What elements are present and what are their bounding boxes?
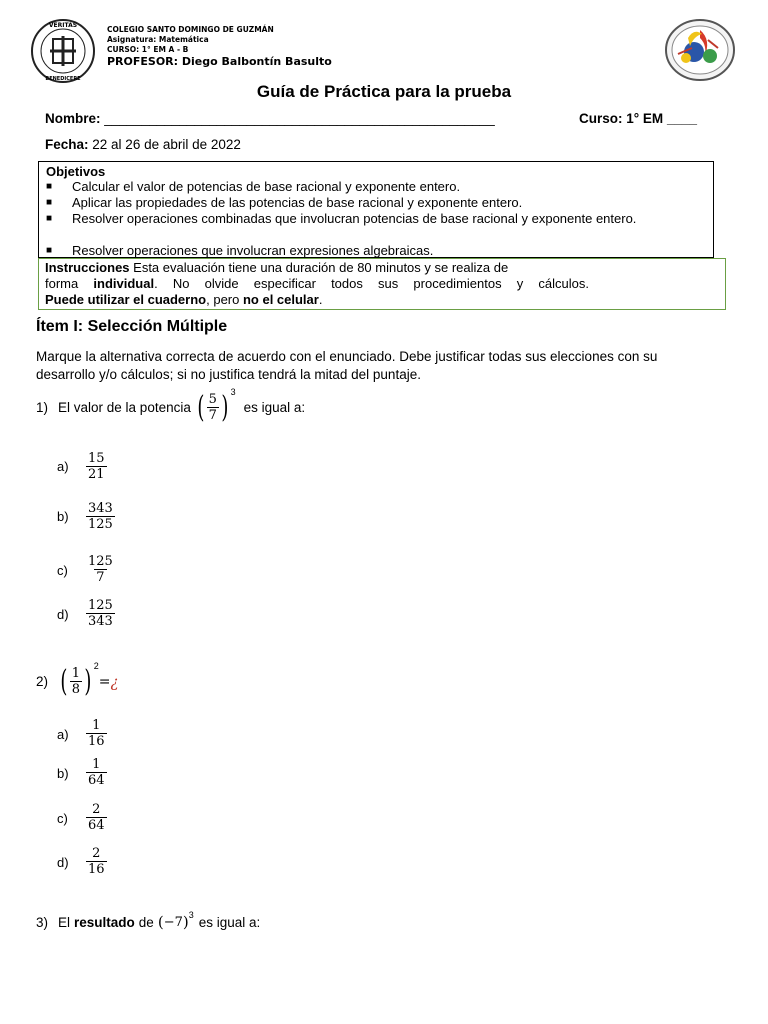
- emblem-logo: [664, 18, 736, 82]
- option-label[interactable]: a): [57, 459, 69, 474]
- teacher-line: [107, 55, 332, 68]
- option-fraction[interactable]: $\frac{1}{16}$: [88, 718, 105, 749]
- name-row: [45, 111, 495, 126]
- paren-close: ): [221, 389, 229, 425]
- date-value: 22 al 26 de abril de 2022: [92, 137, 241, 152]
- question-text: El valor de la potencia: [58, 400, 191, 415]
- instructions-line-1: Instrucciones Esta evaluación tiene una duración de 80 minutos y se realiza de: [45, 260, 509, 275]
- paren-open: (: [197, 389, 205, 425]
- square-bullet-icon: ■: [46, 245, 53, 256]
- svg-text:BENEDICERE: BENEDICERE: [45, 76, 81, 82]
- base-fraction: $\frac{5}{7}$: [208, 392, 217, 423]
- course-label: Curso: 1° EM: [579, 111, 664, 126]
- option-label[interactable]: b): [57, 509, 69, 524]
- teacher-name: Diego Balbontín Basulto: [181, 55, 332, 68]
- exponent: 3: [188, 910, 194, 920]
- question-number: 2): [36, 674, 49, 689]
- option-fraction[interactable]: $\frac{1}{64}$: [88, 757, 105, 788]
- subject: Asignatura: Matemática: [107, 35, 209, 44]
- option-label[interactable]: b): [57, 766, 69, 781]
- paren-close: ): [84, 663, 92, 699]
- question-number: 3): [36, 914, 49, 930]
- instructions-label: Instrucciones: [45, 260, 130, 275]
- paren-open: (: [157, 913, 164, 931]
- option-fraction[interactable]: $\frac{2}{16}$: [88, 846, 105, 877]
- paren-open: (: [60, 663, 68, 699]
- question-3: 3) El resultado de ( −7 ) 3 es igual a:: [36, 910, 261, 931]
- school-crest-logo: [30, 18, 96, 84]
- objective-item: ■ Resolver operaciones que involucran expresiones algebraicas.: [46, 243, 434, 258]
- equals-sign: =: [98, 673, 111, 690]
- svg-text:VERITAS: VERITAS: [48, 22, 78, 29]
- paren-close: ): [182, 913, 189, 931]
- course-header: CURSO: 1° EM A - B: [107, 45, 189, 54]
- intro-paragraph: Marque la alternativa correcta de acuerdo con el enunciado. Debe justificar todas sus elecciones con su desarrollo y/o cálculos; si no justifica tendrá la mitad del puntaje.: [36, 349, 658, 382]
- objective-item: ■ Aplicar las propiedades de las potencias de base racional y exponente entero.: [46, 195, 523, 210]
- base-fraction: $\frac{1}{8}$: [71, 666, 81, 697]
- question-text-post: es igual a:: [243, 400, 306, 415]
- question-1: [36, 386, 306, 425]
- section-title: Ítem I: Selección Múltiple: [36, 318, 228, 335]
- option-fraction[interactable]: $\frac{125}{343}$: [88, 598, 113, 629]
- objective-item: ■ Calcular el valor de potencias de base racional y exponente entero.: [46, 179, 461, 194]
- date-row: [45, 137, 241, 152]
- option-fraction[interactable]: $\frac{15}{21}$: [88, 451, 105, 482]
- name-blank: ____________________________________________________: [104, 111, 495, 126]
- option-fraction[interactable]: $\frac{343}{125}$: [88, 501, 113, 532]
- option-fraction[interactable]: $\frac{2}{64}$: [88, 802, 105, 833]
- objectives-title: Objetivos: [46, 164, 106, 179]
- instructions-line-2: forma individual. No olvide especificar todos sus procedimientos y cálculos.: [45, 276, 590, 291]
- page-title: Guía de Práctica para la prueba: [256, 82, 512, 101]
- option-label[interactable]: d): [57, 607, 69, 622]
- option-label[interactable]: a): [57, 727, 69, 742]
- option-label[interactable]: c): [57, 811, 68, 826]
- square-bullet-icon: ■: [46, 197, 53, 208]
- option-fraction[interactable]: $\frac{125}{7}$: [88, 554, 113, 585]
- option-label[interactable]: d): [57, 855, 69, 870]
- instructions-line-3: Puede utilizar el cuaderno, pero no el celular.: [45, 292, 323, 307]
- objective-item: ■ Resolver operaciones combinadas que involucran potencias de base racional y exponente entero.: [46, 211, 637, 226]
- course-row: [579, 111, 697, 126]
- square-bullet-icon: ■: [46, 181, 53, 192]
- question-number: 1): [36, 400, 49, 415]
- question-mark-symbol: ¿: [110, 672, 119, 691]
- name-label: Nombre:: [45, 111, 101, 126]
- question-2: [36, 660, 119, 699]
- teacher-label: PROFESOR:: [107, 55, 179, 68]
- exponent: 2: [93, 660, 99, 671]
- exponent: 3: [230, 386, 236, 397]
- course-blank: ____: [666, 111, 697, 126]
- option-label[interactable]: c): [57, 563, 68, 578]
- square-bullet-icon: ■: [46, 213, 53, 224]
- base-value: −7: [163, 914, 183, 930]
- date-label: Fecha:: [45, 137, 89, 152]
- school-name: COLEGIO SANTO DOMINGO DE GUZMÁN: [107, 25, 274, 34]
